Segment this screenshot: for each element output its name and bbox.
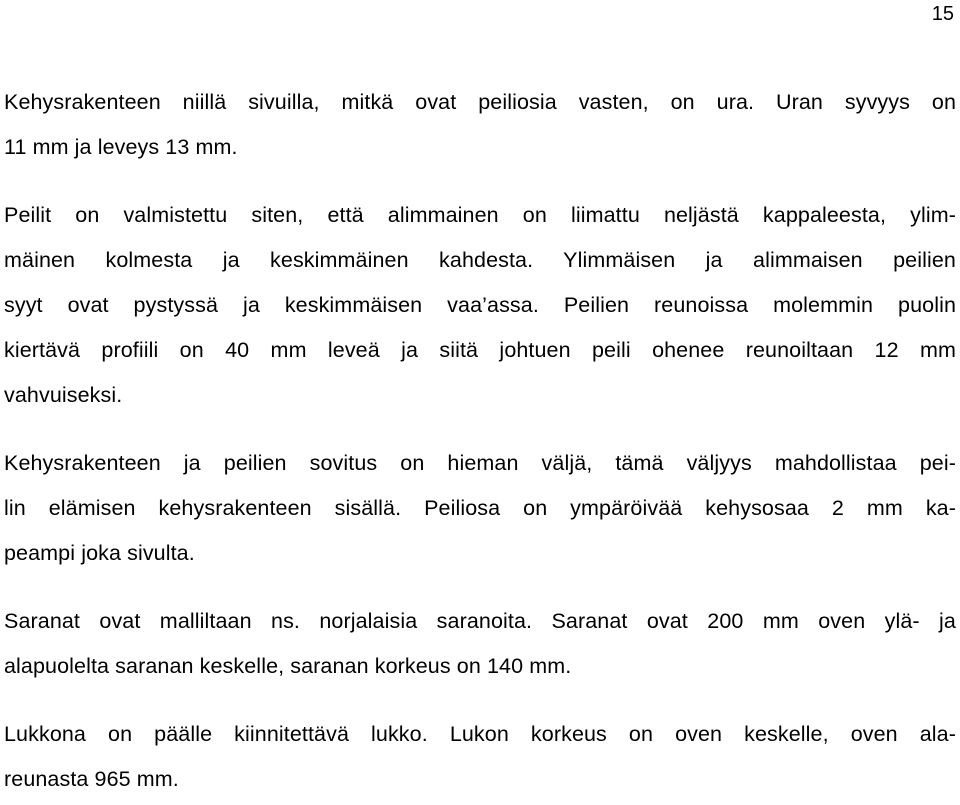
paragraph-panels [4,193,956,418]
paragraph-hinges [4,599,956,689]
text-line: kiertävä profiili on 40 mm leveä ja siitä johtuen peili ohenee reunoiltaan 12 mm [4,338,956,362]
text-line: Saranat ovat malliltaan ns. norjalaisia saranoita. Saranat ovat 200 mm oven ylä- ja [4,609,956,633]
paragraph-frame-groove [4,80,956,170]
text-line: reunasta 965 mm. [4,767,179,791]
paragraph-fit [4,441,956,576]
text-line: peampi joka sivulta. [4,541,195,565]
text-line: lin elämisen kehysrakenteen sisällä. Peiliosa on ympäröivää kehysosaa 2 mm ka- [4,496,956,520]
text-line: Kehysrakenteen niillä sivuilla, mitkä ovat peiliosia vasten, on ura. Uran syvyys on [4,90,956,114]
text-line: Peilit on valmistettu siten, että alimmainen on liimattu neljästä kappaleesta, ylim- [4,203,956,227]
paragraph-lock [4,712,956,802]
paragraph-gap [4,689,956,712]
text-line: syyt ovat pystyssä ja keskimmäisen vaa’assa. Peilien reunoissa molemmin puolin [4,293,956,317]
text-line: vahvuiseksi. [4,383,123,407]
document-body [4,80,956,802]
text-line: alapuolelta saranan keskelle, saranan korkeus on 140 mm. [4,654,572,678]
page-number: 15 [931,3,954,25]
text-line: Lukkona on päälle kiinnitettävä lukko. Lukon korkeus on oven keskelle, oven ala- [4,722,956,746]
paragraph-gap [4,576,956,599]
text-line: mäinen kolmesta ja keskimmäinen kahdesta. Ylimmäisen ja alimmaisen peilien [4,248,956,272]
text-line: 11 mm ja leveys 13 mm. [4,135,238,159]
paragraph-gap [4,170,956,193]
paragraph-gap [4,418,956,441]
text-line: Kehysrakenteen ja peilien sovitus on hieman väljä, tämä väljyys mahdollistaa pei- [4,451,956,475]
